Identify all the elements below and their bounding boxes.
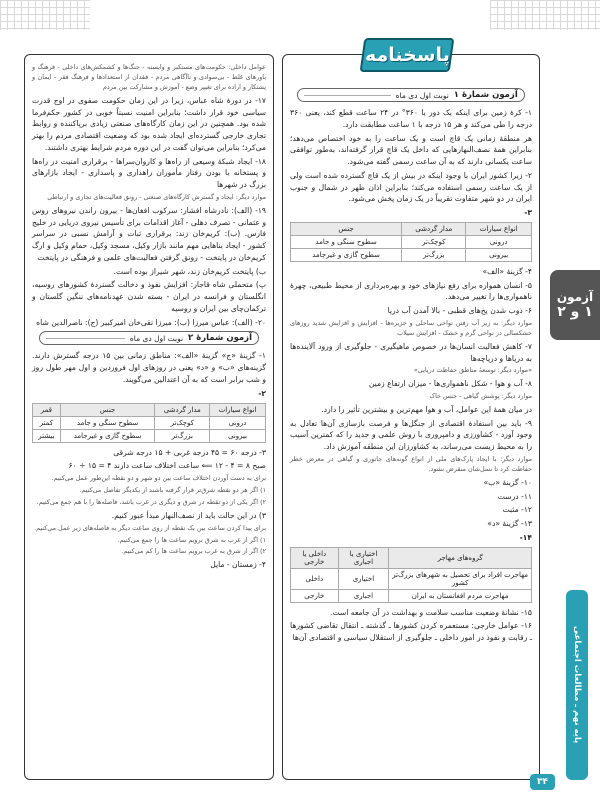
answer-19-b: ب) پایتخت کریم‌خان زند، شهر شیراز بوده است. [113,266,266,276]
answer-16: ۱۶- عوامل خارجی: مستعمره کردن کشورها ـ گذشته ـ انتقال تقاضی کشورها ـ رقابت و نفوذ در امور داخلی ـ جلوگیری از استقلال سیاسی و اقتصادی آن‌ها [290,621,532,643]
table-cell: سطوح سنگی و جامد [291,235,402,248]
exam-2-header [39,331,259,345]
header-rule [304,95,390,96]
answer-12: ۱۲- مثبت [502,505,532,515]
table-row [291,589,532,602]
exam2-answer-3-note-2: برای پیدا کردن ساعت بین یک نقطه از روی ساعت دیگر به فاصله‌های زیر عمل می‌کنیم. [34,523,266,532]
answer-7: ۷- کاهش فعالیت انسان‌ها در خصوص ماهیگیری - جلوگیری از ورود آلاینده‌ها به دریاها و دریاچه‌ها [290,341,532,363]
table-cell: بیرونی [210,429,266,442]
planets-table-2 [32,403,266,443]
answer-5: ۵- انسان همواره برای رفع نیازهای خود و بهره‌برداری از محیط طبیعی، چهرهٔ ناهمواری‌ها را تغییر می‌دهد. [290,280,532,302]
table-cell: درونی [210,416,266,429]
table-cell: بزرگ‌تر [402,248,466,261]
exam2-answer-4: ۴- زمستان - مایل [210,560,266,570]
table-header: مدار گردشی [155,403,210,416]
answer-9-note: موارد دیگر: با ایجاد پارک‌های ملی از انواع گونه‌های جانوری و گیاهی در معرض خطر حفاظت کرد تا نسل‌شان منقرض نشود. [290,455,532,473]
answer-6-note: موارد دیگر: به زیر آب رفتن نواحی ساحلی و جزیره‌ها - افزایش و افزایش شدید روزهای خشکسالی در نواحی گرم و خشک - افزایش سیلاب [290,318,532,337]
answer-20: ۲۰- (الف): عباس میرزا (ب): میرزا تقی‌خان امیرکبیر (ج): ناصرالدین شاه [36,317,266,327]
table-cell: کمتر [33,416,61,429]
left-column [24,54,274,780]
table-cell: کوچک‌تر [402,235,466,248]
table-row [291,248,532,261]
table-header: انواع سیارات [210,403,266,416]
table-cell: سطوح سنگی و جامد [60,416,155,429]
answer-13: ۱۳- گزینهٔ «د» [487,519,532,529]
answer-14: ۱۴- [519,532,532,542]
migration-table [290,547,532,603]
answer-17: ۱۷- در دورهٔ شاه عباس، زیرا در این زمان حکومت صفوی در اوج قدرت سیاسی خود قرار داشت؛ بنابراین امنیت نسبتاً خوبی در کشور حکم‌فرما شده بود. همچنین در این زمان کارگاه‌های صنعتی زیادی برپاکننده و روابط تجاری خارجی گسترده‌ای ایجاد شده بود که وضعیت اقتصادی مردم را بهتر می‌کرد؛ بنابراین می‌توان گفت در این دوره مردم شرایط بهتری داشتند. [32,95,266,152]
table-cell: اختیاری [338,568,389,589]
answer-1: ۱- کرهٔ زمین برای اینکه یک دور با ۳۶۰° در ۲۴ ساعت قطع کند، یعنی ۳۶۰ درجه را طی می‌کند و هر ۱۵ درجه با ۱ ساعت مطابقت دارد. [290,108,532,129]
table-cell: خارجی [291,589,339,602]
exam2-answer-3: ۳- درجه ۶۰ = ۴۵ درجه غربی + ۱۵ درجه شرقی [113,447,266,457]
table-cell: سطوح گازی و غیرجامد [60,429,155,442]
answer-8-cont: در میان همهٔ این عوامل، آب و هوا مهم‌ترین و بیشترین تأثیر را دارد. [321,404,532,414]
exam2-answer-3-calc: صبح ۸ = ۴ - ۱۲ ⟸ ساعت اختلاف ساعت دارند ۴ = ۱۵ ÷ ۶۰ [68,461,266,471]
planets-table-1 [290,222,532,262]
table-header: داخلی یا خارجی [291,547,339,568]
table-cell: بزرگ‌تر [155,429,210,442]
answer-7-note: «موارد دیگر: توسعهٔ مناطق حفاظت دریایی» [413,366,532,375]
exam2-step-4: ۱) اگر از غرب به شرق برویم ساعت ها را جمع می‌کنیم. [117,535,266,544]
exam-1-header [297,88,524,102]
exam2-answer-1: ۱- گزینهٔ «ج» گزینهٔ «الف»: مناطق زمانی بین ۱۵ درجه گسترش دارند. گزینه‌های «ب» و «د» یعنی در روزهای اول فروردین و اول مهر طول روز و شب برابر است که به آن اعتدالین می‌گویند. [32,351,267,384]
table-cell: مهاجرت افراد برای تحصیل به شهرهای بزرگ‌تر کشور [389,568,532,589]
exam-side-tab [550,270,600,340]
table-cell: سطوح گازی و غیرجامد [291,248,402,261]
table-row [291,568,532,589]
table-header: مدار گردشی [402,222,466,235]
page-number: ۳۴ [530,774,555,790]
table-cell: بیرونی [466,248,532,261]
table-row [33,429,266,442]
header-rule [46,338,125,339]
answers-banner-title: پاسخنامه [364,44,450,66]
page-frame [24,38,540,776]
answer-18-note: موارد دیگر: ایجاد و گسترش کارگاه‌های صنعتی - رونق فعالیت‌های تجاری و ارتباطی [47,192,266,201]
corner-pattern-left [0,0,90,30]
exam2-step-3: ۳) در این حالت باید از نصف‌النهار مبدأ عبور کنیم. [111,510,266,520]
table-header: اختیاری یا اجباری [338,547,389,568]
answer-8-note: موارد دیگر: پوشش گیاهی - جنس خاک [429,392,532,401]
exam-1-subtitle: نوبت اول دی ماه [395,90,449,100]
side-tab-range: ۱ و ۲ [557,304,593,320]
table-header: جنس [60,403,155,416]
table-cell: اجباری [338,589,389,602]
table-header: قمر [33,403,61,416]
answer-16-cont: عوامل داخلی: حکومت‌های مستکبر و وابسته - جنگ‌ها و کشمکش‌های داخلی - فرهنگ و باورهای غلط - بی‌سوادی و ناآگاهی مردم - فقدان از استعدادها و فرهنگ فقر - ایمان و پشتکار و اراده برای تغییر وضع - آموزش و مشارکت بین مردم [32,63,266,91]
table-cell: بیشتر [33,429,61,442]
table-row [33,416,266,429]
answers-banner [360,38,455,72]
table-header: جنس [291,222,402,235]
exam2-step-5: ۲) اگر از شرق به غرب برویم ساعت ها را کم می‌کنیم. [121,547,266,556]
exam2-step-2: ۲) اگر یکی از دو نقطه در شرق و دیگری در غرب باشد، فاصله‌ها را با هم جمع می‌کنیم. [36,497,266,506]
answer-11: ۱۱- درست [497,491,532,501]
exam-2-subtitle: نوبت اول دی ماه [129,333,184,343]
exam2-answer-2: ۲- [258,388,266,398]
table-cell: کوچک‌تر [155,416,210,429]
corner-pattern-right [490,0,600,30]
right-column [282,54,540,780]
table-cell: درونی [466,235,532,248]
exam-1-title: آزمون شمارهٔ ۱ [453,90,518,100]
table-cell: داخلی [291,568,339,589]
table-cell: مهاجرت مردم افغانستان به ایران [389,589,532,602]
answer-8: ۸- آب و هوا - شکل ناهمواری‌ها - میزان ارتفاع زمین [368,379,532,389]
answer-19: ۱۹- (الف): نادرشاه افشار: سرکوب افغان‌ها - بیرون راندن نیروهای روس و عثمانی - تصرف دهلی - آغاز اقدامات برای تأسیس نیروی دریایی در خلیج فارس. (ب): کریم‌خان زند: برقراری ثبات و آرامش نسبی در سراسر کشور - ایجاد بناهایی مهم مانند بازار وکیل، مسجد وکیل، حمام وکیل و ارگ کریم‌خان در پایتخت - رونق گرفتن فعالیت‌های علمی و فرهنگی در پایتخت [32,205,266,262]
answer-10: ۱۰- گزینهٔ «ب» [483,477,532,487]
answer-6: ۶- ذوب شدن یخ‌های قطبی - بالا آمدن آب دریا [387,306,532,316]
answer-4: ۴- گزینهٔ «الف» [482,266,532,276]
answer-15: ۱۵- نشانهٔ وضعیت مناسب سلامت و بهداشت در آن جامعه است. [330,607,532,617]
exam-2-title: آزمون شمارهٔ ۲ [188,333,252,344]
answer-1-cont: هر منطقهٔ زمانی یک قاچ است و یک ساعت را به خود اختصاص می‌دهد؛ بنابراین همهٔ نصف‌النهارهایی که داخل یک قاچ قرار گرفته‌اند، به‌طور توافقی ساعت یکسانی دارند که به آن ساعت رسمی گفته می‌شود. [290,133,532,167]
table-header: انواع سیارات [466,222,532,235]
table-header: گروه‌های مهاجر [389,547,532,568]
exam2-step-1: ۱) اگر هر دو نقطه شرق‌تر قرار گرفته باشند از یکدیگر تفاضل می‌کنیم. [79,485,266,494]
side-tab-label: آزمون [556,290,594,304]
subject-side-strip [566,590,588,780]
answer-9: ۹- باید بین استفادهٔ اقتصادی از جنگل‌ها و فرصت بازسازی آن‌ها تعادل به وجود آورد - کشاورزی و دامپروری با روش علمی و جدید را که کمترین آسیب را به محیط زیست می‌رساند، به کشاورزان این منطقه آموزش داد. [290,418,532,452]
answer-18: ۱۸- ایجاد شبکهٔ وسیعی از راه‌ها و کاروان‌سراها - برقراری امنیت در راه‌ها و پستخانه با بودن رفتار مأموران راهداری و پاسداری - ایجاد بازارهای بزرگ در شهرها [32,156,266,190]
answer-19-c: پ) متحملی شاه قاجار: افزایش نفوذ و دخالت گستردهٔ کشورهای روسیه، انگلستان و فرانسه در ایران - بسته شدن عهدنامه‌های ننگین گلستان و ترکمان‌چای بین ایران و روسیه [32,280,266,313]
answer-3: ۳- [524,208,532,218]
table-row [291,235,532,248]
exam2-answer-3-note: برای به دست آوردن اختلاف ساعت بین دو شهر و دو نقطه این‌طور عمل می‌کنیم. [51,474,266,483]
answer-2: ۲- زیرا کشور ایران با وجود اینکه در بیش از یک قاچ گسترده شده است ولی از یک ساعت رسمی استفاده می‌کند؛ بنابراین اذان ظهر در شمال و جنوب ایران در دو شهر متفاوت تقریباً در یک زمان پخش می‌شود. [290,170,532,204]
subject-strip-label: پایه نهم ـ مطالعات اجتماعی [572,626,582,744]
